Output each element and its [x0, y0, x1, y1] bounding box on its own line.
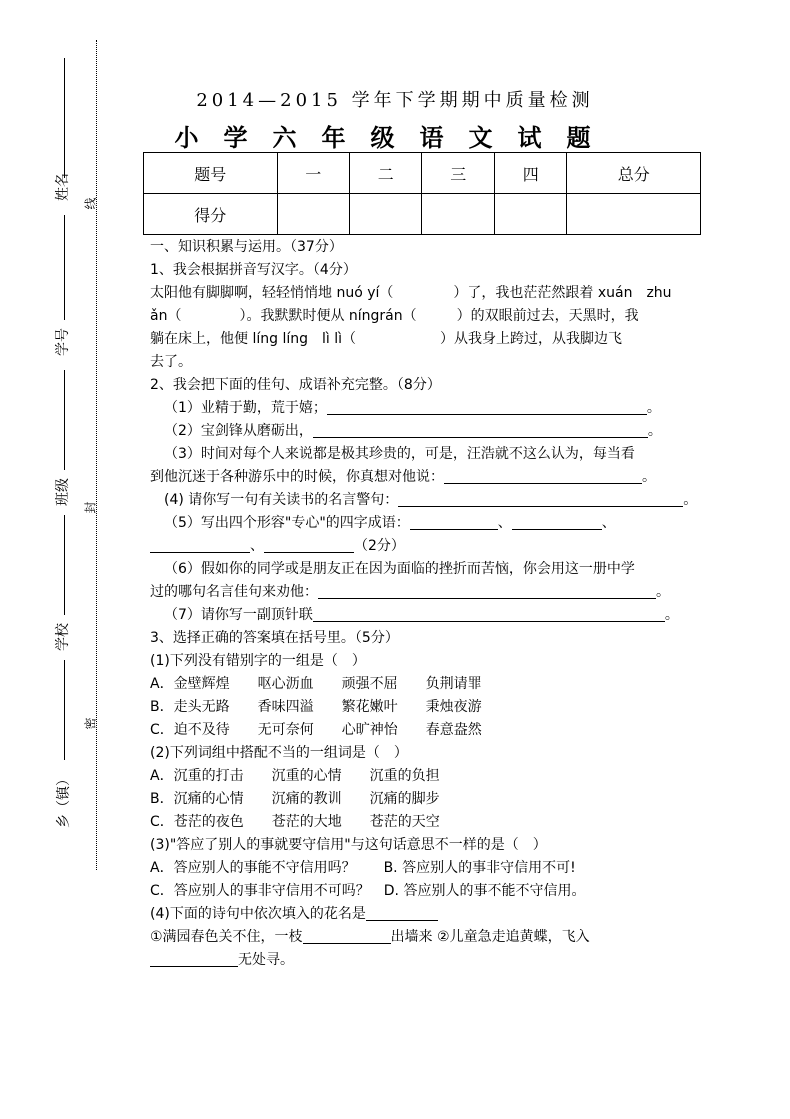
question-1: 1、我会根据拼音写汉字。（4分）: [150, 262, 357, 278]
binding-dotted-line: [96, 40, 97, 870]
score-cell[interactable]: [494, 194, 566, 235]
q3-2-option-a: A．沉重的打击 沉重的心情 沉重的负担: [150, 768, 440, 784]
answer-blank[interactable]: [150, 536, 250, 553]
q3-4-poem-text: 无处寻。: [238, 952, 294, 968]
q3-4-line-2: [150, 949, 715, 972]
q3-1-option-a: A．金壁辉煌 呕心沥血 顽强不屈 负荆请罪: [150, 676, 482, 692]
q2-3b: [150, 466, 715, 489]
q2-2-text: （2）宝剑锋从磨砺出，: [164, 423, 313, 439]
q3-3-options-ab: A．答应别人的事能不守信用吗？ B. 答应别人的事非守信用不可!: [150, 860, 576, 876]
q2-7-text: （7）请你写一副顶针联: [164, 607, 313, 623]
q2-6b: [150, 581, 715, 604]
q3-4-poem-text: ①满园春色关不住，一枝: [150, 929, 303, 945]
score-cell[interactable]: [567, 194, 701, 235]
score-label-cell: 得分: [144, 194, 278, 235]
question-3: 3、选择正确的答案填在括号里。（5分）: [150, 630, 399, 646]
school-label: 学校: [55, 623, 71, 651]
q2-6a: （6）假如你的同学或是朋友正在因为面临的挫折而苦恼，你会用这一册中学: [164, 561, 635, 577]
header-cell: 题号: [144, 153, 278, 194]
header-cell: 总分: [567, 153, 701, 194]
q2-1-period: 。: [646, 400, 661, 416]
q2-5: [150, 512, 715, 535]
score-cell[interactable]: [349, 194, 421, 235]
name-label: 姓名: [55, 173, 71, 201]
answer-blank[interactable]: [318, 582, 656, 599]
q2-7: [150, 604, 715, 627]
exam-subtitle: 小学六年级语文试题: [174, 123, 616, 152]
answer-blank[interactable]: [264, 536, 354, 553]
header-cell: 四: [494, 153, 566, 194]
q2-4: [150, 489, 715, 512]
question-2: 2、我会把下面的佳句、成语补充完整。（8分）: [150, 377, 441, 393]
town-underline: [64, 660, 65, 760]
q1-text: ）的双眼前过去，天黑时，我: [456, 308, 639, 324]
q2-3b-text: 到他沉迷于各种游乐中的时候，你真想对他说：: [150, 469, 444, 485]
class-underline: [64, 370, 65, 470]
q3-2: (2)下列词组中搭配不当的一组词是（ ）: [150, 745, 408, 761]
number-label: 学号: [55, 328, 71, 356]
q2-5-score: （2分）: [354, 538, 405, 554]
q2-4-text: (4) 请你写一句有关读书的名言警句：: [164, 492, 399, 508]
q3-3-options-cd: C．答应别人的事非守信用不可吗？ D. 答应别人的事不能不守信用。: [150, 883, 586, 899]
answer-blank[interactable]: [366, 904, 438, 921]
q2-5-text: （5）写出四个形容"专心"的四字成语：: [164, 515, 410, 531]
answer-blank[interactable]: [444, 467, 642, 484]
answer-blank[interactable]: [303, 927, 391, 944]
q1-text: 太阳他有脚脚啊，轻轻悄悄地 nuó yí（: [150, 285, 394, 301]
answer-blank[interactable]: [150, 950, 238, 967]
q1-line-3: [150, 328, 715, 351]
q2-5-comma: 、: [601, 515, 616, 531]
q1-text: 躺在床上，他便 líng líng lì lì（: [150, 331, 356, 347]
q2-5-comma: 、: [497, 515, 512, 531]
q1-text: ）。我默默时便从 níngrán（: [239, 308, 417, 324]
answer-blank[interactable]: [313, 605, 665, 622]
q1-line-4: 去了。: [150, 354, 192, 370]
q1-text: ǎn（: [150, 308, 182, 324]
q2-7-period: 。: [664, 607, 679, 623]
answer-blank[interactable]: [398, 490, 683, 507]
q2-4-period: 。: [683, 492, 698, 508]
seal-line-label: 线: [83, 197, 98, 210]
q2-2: [150, 420, 715, 443]
seal-mi-label: 密: [83, 717, 98, 730]
q3-4-poem-text: 出墙来 ②儿童急走追黄蝶，飞入: [390, 929, 590, 945]
q3-2-option-b: B．沉痛的心情 沉痛的教训 沉痛的脚步: [150, 791, 440, 807]
q3-1-option-c: C．迫不及待 无可奈何 心旷神怡 春意盎然: [150, 722, 482, 738]
header-cell: 一: [277, 153, 349, 194]
score-table-header-row: [144, 153, 701, 194]
score-cell[interactable]: [277, 194, 349, 235]
score-cell[interactable]: [422, 194, 494, 235]
answer-blank[interactable]: [327, 398, 647, 415]
q2-1: [150, 397, 715, 420]
q2-6b-text: 过的哪句名言佳句来劝他：: [150, 584, 318, 600]
school-underline: [64, 515, 65, 615]
exam-content: [150, 236, 715, 972]
q3-1-option-b: B．走头无路 香味四溢 繁花嫩叶 秉烛夜游: [150, 699, 482, 715]
q3-4-line-1: [150, 926, 715, 949]
answer-blank[interactable]: [512, 513, 602, 530]
seal-feng-label: 封: [83, 501, 98, 514]
answer-blank[interactable]: [313, 421, 648, 438]
class-label: 班级: [55, 478, 71, 506]
score-table: [143, 152, 701, 235]
q2-2-period: 。: [647, 423, 662, 439]
q2-1-text: （1）业精于勤，荒于嬉；: [164, 400, 327, 416]
header-cell: 三: [422, 153, 494, 194]
q1-line-2: [150, 305, 715, 328]
q1-text: ）了，我也茫茫然跟着 xuán zhu: [453, 285, 672, 301]
q2-6-period: 。: [656, 584, 670, 600]
header-cell: 二: [349, 153, 421, 194]
exam-title: 2014—2015 学年下学期期中质量检测: [196, 90, 594, 111]
q2-3a: （3）时间对每个人来说都是极其珍贵的，可是，汪浩就不这么认为，每当看: [164, 446, 635, 462]
q3-2-option-c: C．苍茫的夜色 苍茫的大地 苍茫的天空: [150, 814, 440, 830]
q3-1: (1)下列没有错别字的一组是（ ）: [150, 653, 366, 669]
score-table-score-row: [144, 194, 701, 235]
q2-5-cont: [150, 535, 715, 558]
q3-4-text: (4)下面的诗句中依次填入的花名是: [150, 906, 366, 922]
q1-text: ）从我身上跨过，从我脚边飞: [440, 331, 622, 347]
q1-line-1: [150, 282, 715, 305]
number-underline: [64, 215, 65, 320]
q3-4: [150, 903, 715, 926]
q2-3-period: 。: [642, 469, 656, 485]
town-label: 乡（镇）: [56, 772, 72, 828]
section-1-heading: 一、知识积累与运用。（37分）: [150, 239, 343, 255]
q3-3: (3)"答应了别人的事就要守信用"与这句话意思不一样的是（ ）: [150, 837, 547, 853]
answer-blank[interactable]: [410, 513, 498, 530]
q2-5-comma: 、: [250, 538, 264, 554]
